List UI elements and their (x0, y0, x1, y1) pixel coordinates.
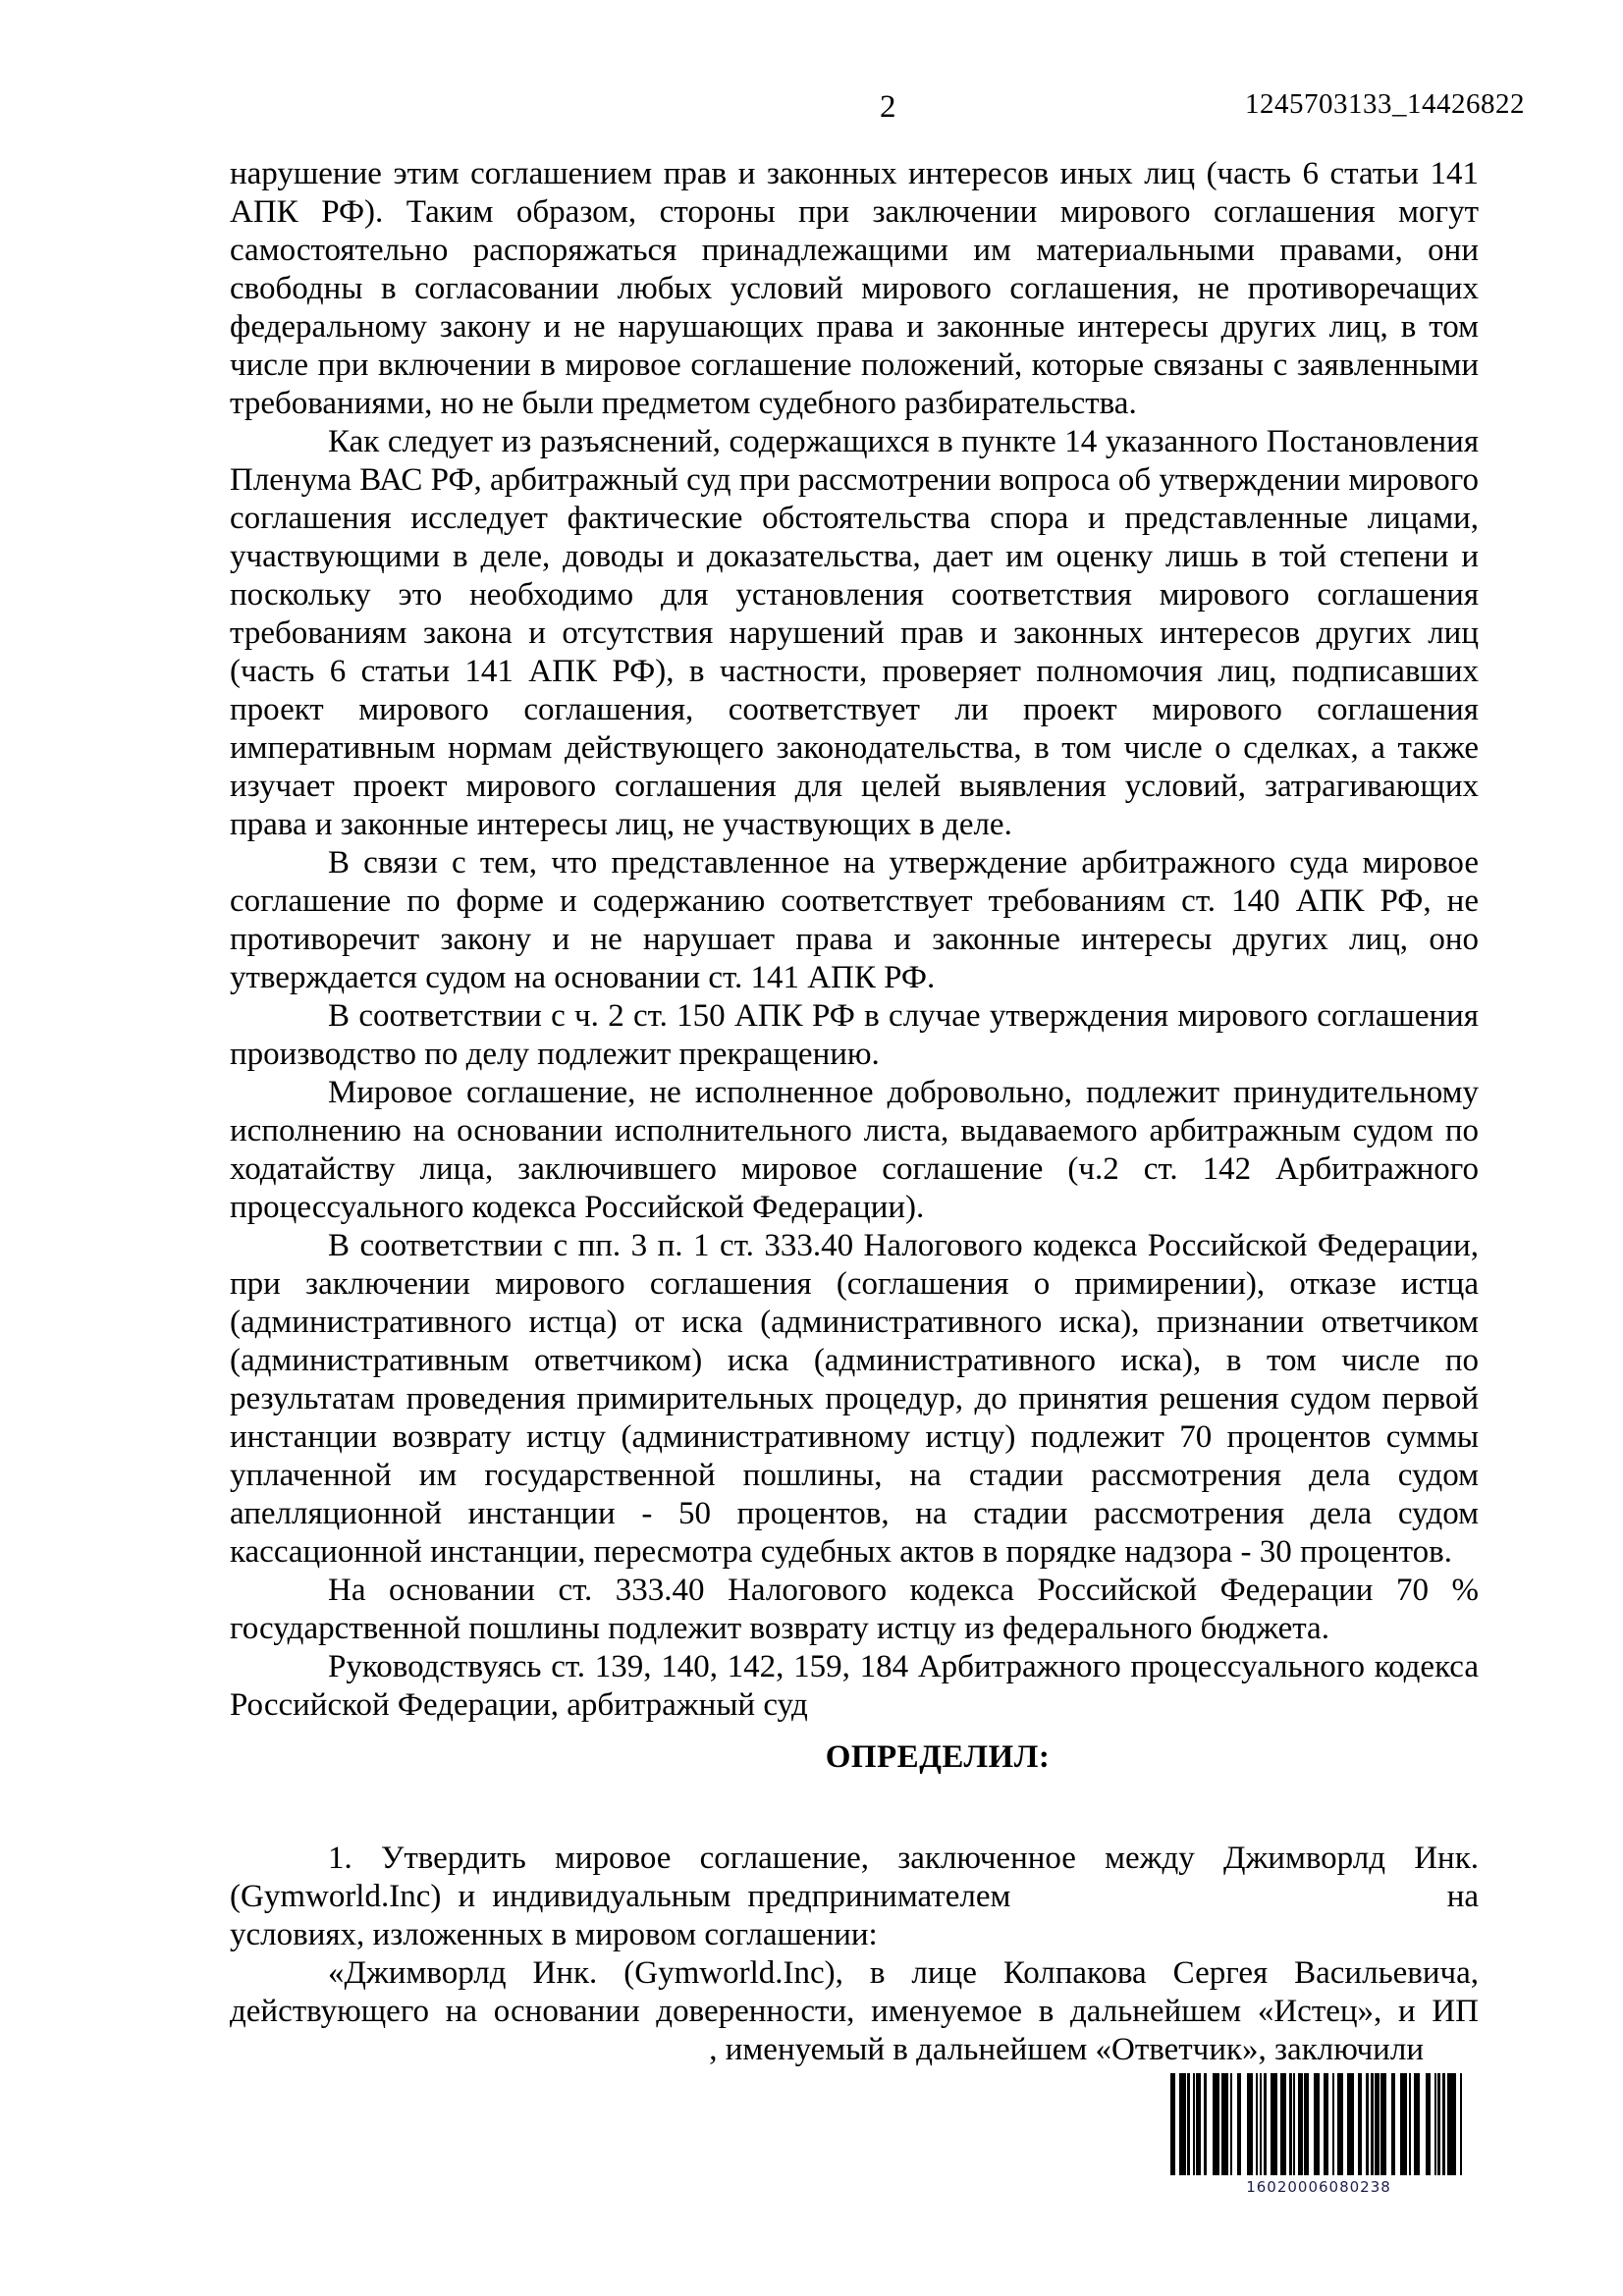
ruling-item-1-text: 1. Утвердить мировое соглашение, заключенное между Джимворлд Инк. (Gymworld.Inc) и индивидуальным предпринимателем (230, 1841, 1479, 1914)
page-number: 2 (880, 89, 896, 125)
document-body (230, 155, 1479, 2069)
agreement-text-continued: , именуемый в дальнейшем «Ответчик», заключили (709, 2032, 1424, 2067)
redacted-entrepreneur-name-gap (1028, 1905, 1431, 1906)
agreement-text: «Джимворлд Инк. (Gymworld.Inc), в лице Колпакова Сергея Васильевича, действующего на основании доверенности, именуемое в дальнейшем «Истец», и ИП (230, 1955, 1479, 2029)
barcode-number: 16020006080238 (1246, 2178, 1391, 2196)
document-id: 1245703133_14426822 (1245, 88, 1525, 120)
ruling-item-1 (230, 1840, 1479, 1954)
redacted-respondent-name-gap (230, 2058, 701, 2059)
paragraph-6: В соответствии с пп. 3 п. 1 ст. 333.40 Налогового кодекса Российской Федерации, при заключении мирового соглашения (соглашения о примирении), отказе истца (административного истца) от иска (административного иска), признании ответчиком (административным ответчиком) иска (административного иска), в том числе по результатам проведения примирительных процедур, до принятия решения судом первой инстанции возврату истцу (административному истцу) подлежит 70 процентов суммы уплаченной им государственной пошлины, на стадии рассмотрения дела судом апелляционной инстанции - 50 процентов, на стадии рассмотрения дела судом кассационной инстанции, пересмотра судебных актов в порядке надзора - 30 процентов. (230, 1228, 1479, 1570)
paragraph-7: На основании ст. 333.40 Налогового кодекса Российской Федерации 70 % государственной пошлины подлежит возврату истцу из федерального бюджета. (230, 1573, 1479, 1646)
paragraph-5: Мировое соглашение, не исполненное добровольно, подлежит принудительному исполнению на основании исполнительного листа, выдаваемого арбитражным судом по ходатайству лица, заключившего мировое соглашение (ч.2 ст. 142 Арбитражного процессуального кодекса Российской Федерации). (230, 1075, 1479, 1225)
agreement-paragraph (230, 1954, 1479, 2069)
paragraph-4: В соответствии с ч. 2 ст. 150 АПК РФ в случае утверждения мирового соглашения производство по делу подлежит прекращению. (230, 998, 1479, 1072)
barcode-bars (1170, 2073, 1467, 2175)
paragraph-2: Как следует из разъяснений, содержащихся в пункте 14 указанного Постановления Пленума ВАС РФ, арбитражный суд при рассмотрении вопроса об утверждении мирового соглашения исследует фактические обстоятельства спора и представленные лицами, участвующими в деле, доводы и доказательства, дает им оценку лишь в той степени и поскольку это необходимо для установления соответствия мирового соглашения требованиям закона и отсутствия нарушений прав и законных интересов других лиц (часть 6 статьи 141 АПК РФ), в частности, проверяет полномочия лиц, подписавших проект мирового соглашения, соответствует ли проект мирового соглашения императивным нормам действующего законодательства, в том числе о сделках, а также изучает проект мирового соглашения для целей выявления условий, затрагивающих права и законные интересы лиц, не участвующих в деле. (230, 424, 1479, 842)
paragraph-1: нарушение этим соглашением прав и законных интересов иных лиц (часть 6 статьи 141 АПК РФ). Таким образом, стороны при заключении мирового соглашения могут самостоятельно распоряжаться принадлежащими им материальными правами, они свободны в согласовании любых условий мирового соглашения, не противоречащих федеральному закону и не нарушающих права и законные интересы других лиц, в том числе при включении в мировое соглашение положений, которые связаны с заявленными требованиями, но не были предметом судебного разбирательства. (230, 156, 1479, 421)
ruling-heading: ОПРЕДЕЛИЛ: (825, 1739, 1051, 1775)
barcode (1170, 2073, 1467, 2196)
paragraph-3: В связи с тем, что представленное на утверждение арбитражного суда мировое соглашение по форме и содержанию соответствует требованиям ст. 140 АПК РФ, не противоречит закону и не нарушает права и законные интересы других лиц, оно утверждается судом на основании ст. 141 АПК РФ. (230, 845, 1479, 995)
paragraph-8: Руководствуясь ст. 139, 140, 142, 159, 184 Арбитражного процессуального кодекса Российской Федерации, арбитражный суд (230, 1649, 1479, 1723)
ruling-item-1-text-continued: на условиях, изложенных в мировом соглашении: (230, 1879, 1480, 1952)
